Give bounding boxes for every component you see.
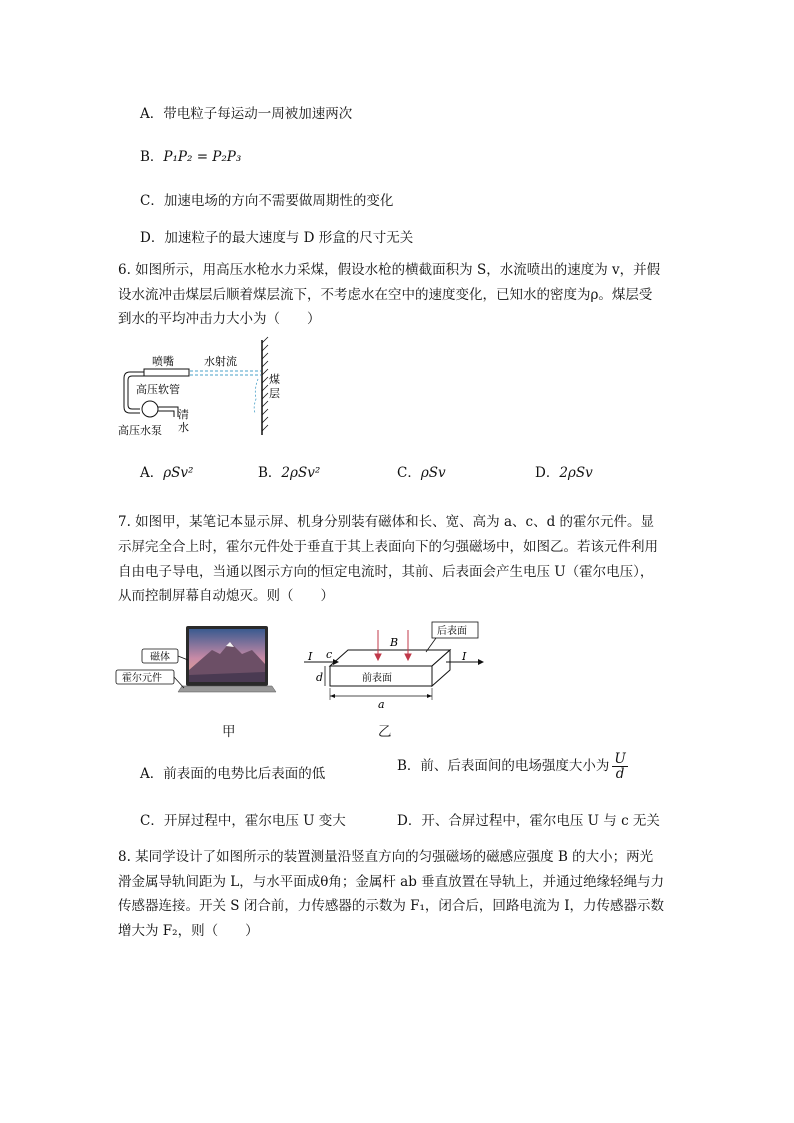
q5-option-b-expr: P₁P₂ = P₂P₃ xyxy=(163,149,242,165)
q6-option-a-label: A． xyxy=(140,465,164,481)
q6-label-water-a: 清 xyxy=(178,408,189,421)
q7-label-front-surface: 前表面 xyxy=(362,673,392,684)
q7-figure-hall-element xyxy=(296,620,496,712)
q7-caption-jia: 甲 xyxy=(222,724,236,740)
q6-stem-line-3: 到水的平均冲击力大小为（ ） xyxy=(118,311,321,327)
q5-option-d: D．加速粒子的最大速度与 D 形盒的尺寸无关 xyxy=(140,230,414,246)
q7-option-b xyxy=(397,752,628,781)
q7-label-B: B xyxy=(390,636,399,649)
q7-option-c: C．开屏过程中，霍尔电压 U 变大 xyxy=(140,813,346,829)
q7-stem-line-1: 7. 如图甲，某笔记本显示屏、机身分别装有磁体和长、宽、高为 a、c、d 的霍尔元件。显 xyxy=(118,514,655,530)
q6-option-d-label: D． xyxy=(535,465,560,481)
q6-stem-line-1: 6. 如图所示，用高压水枪水力采煤，假设水枪的横截面积为 S，水流喷出的速度为 v，并假 xyxy=(118,262,661,278)
q7-option-a: A．前表面的电势比后表面的低 xyxy=(140,766,326,782)
q6-figure-water-cannon xyxy=(112,335,287,445)
q6-option-b xyxy=(258,461,320,481)
q6-stem-line-2: 设水流冲击煤层后顺着煤层流下，不考虑水在空中的速度变化，已知水的密度为ρ。煤层受 xyxy=(118,287,653,303)
q8-stem-line-1: 8. 某同学设计了如图所示的装置测量沿竖直方向的匀强磁场的磁感应强度 B 的大小；两光 xyxy=(118,849,654,865)
q7-label-hall: 霍尔元件 xyxy=(122,673,162,684)
q5-option-b-label: B． xyxy=(140,149,164,165)
q7-caption-yi: 乙 xyxy=(378,724,392,740)
q7-figure-laptop xyxy=(112,620,297,700)
q6-label-jet: 水射流 xyxy=(204,355,237,368)
q7-option-d: D．开、合屏过程中，霍尔电压 U 与 c 无关 xyxy=(397,813,660,829)
q7-label-d: d xyxy=(316,671,324,684)
q7-stem-line-2: 示屏完全合上时，霍尔元件处于垂直于其上表面向下的匀强磁场中，如图乙。若该元件利用 xyxy=(118,539,658,555)
q6-label-water-b: 水 xyxy=(178,421,189,434)
q7-stem-line-4: 从而控制屏幕自动熄灭。则（ ） xyxy=(118,588,334,604)
q8-stem-line-2: 滑金属导轨间距为 L，与水平面成θ角；金属杆 ab 垂直放置在导轨上，并通过绝缘轻绳与力 xyxy=(118,874,665,890)
q6-label-coal-a: 煤 xyxy=(269,373,280,386)
q6-option-d-expr: 2ρSv xyxy=(559,465,593,481)
q5-option-c: C．加速电场的方向不需要做周期性的变化 xyxy=(140,193,394,209)
q7-fraction-denominator: d xyxy=(615,766,625,782)
q7-option-b-fraction xyxy=(612,752,627,781)
q7-fraction-numerator: U xyxy=(614,751,626,767)
q6-option-d xyxy=(535,461,593,481)
q6-option-b-expr: 2ρSv² xyxy=(281,465,321,481)
q7-label-I-left: I xyxy=(308,650,313,663)
q5-option-a: A．带电粒子每运动一周被加速两次 xyxy=(140,106,353,122)
q8-stem-line-3: 传感器连接。开关 S 闭合前，力传感器的示数为 F₁，闭合后，回路电流为 I，力传感器示数 xyxy=(118,898,665,914)
q6-label-nozzle: 喷嘴 xyxy=(152,355,174,368)
q6-option-c xyxy=(397,461,446,481)
q6-label-coal-b: 层 xyxy=(269,387,280,400)
q6-label-pump: 高压水泵 xyxy=(118,424,162,437)
q7-label-I-right: I xyxy=(462,650,467,663)
q7-option-b-text: B．前、后表面间的电场强度大小为 xyxy=(397,758,610,774)
q7-label-a: a xyxy=(378,698,385,711)
q7-stem-line-3: 自由电子导电，当通以图示方向的恒定电流时，其前、后表面会产生电压 U（霍尔电压）， xyxy=(118,564,654,580)
q6-option-a xyxy=(140,461,193,481)
q6-option-b-label: B． xyxy=(258,465,282,481)
q6-option-c-expr: ρSv xyxy=(420,465,446,481)
q6-label-hose: 高压软管 xyxy=(136,383,180,396)
q8-stem-line-4: 增大为 F₂，则（ ） xyxy=(118,923,259,939)
q5-option-b xyxy=(140,145,241,165)
q7-label-back-surface: 后表面 xyxy=(437,626,467,637)
q6-option-a-expr: ρSv² xyxy=(163,465,194,481)
q6-option-c-label: C． xyxy=(397,465,421,481)
q7-label-c: c xyxy=(326,648,333,661)
q7-label-magnet: 磁体 xyxy=(150,652,170,663)
